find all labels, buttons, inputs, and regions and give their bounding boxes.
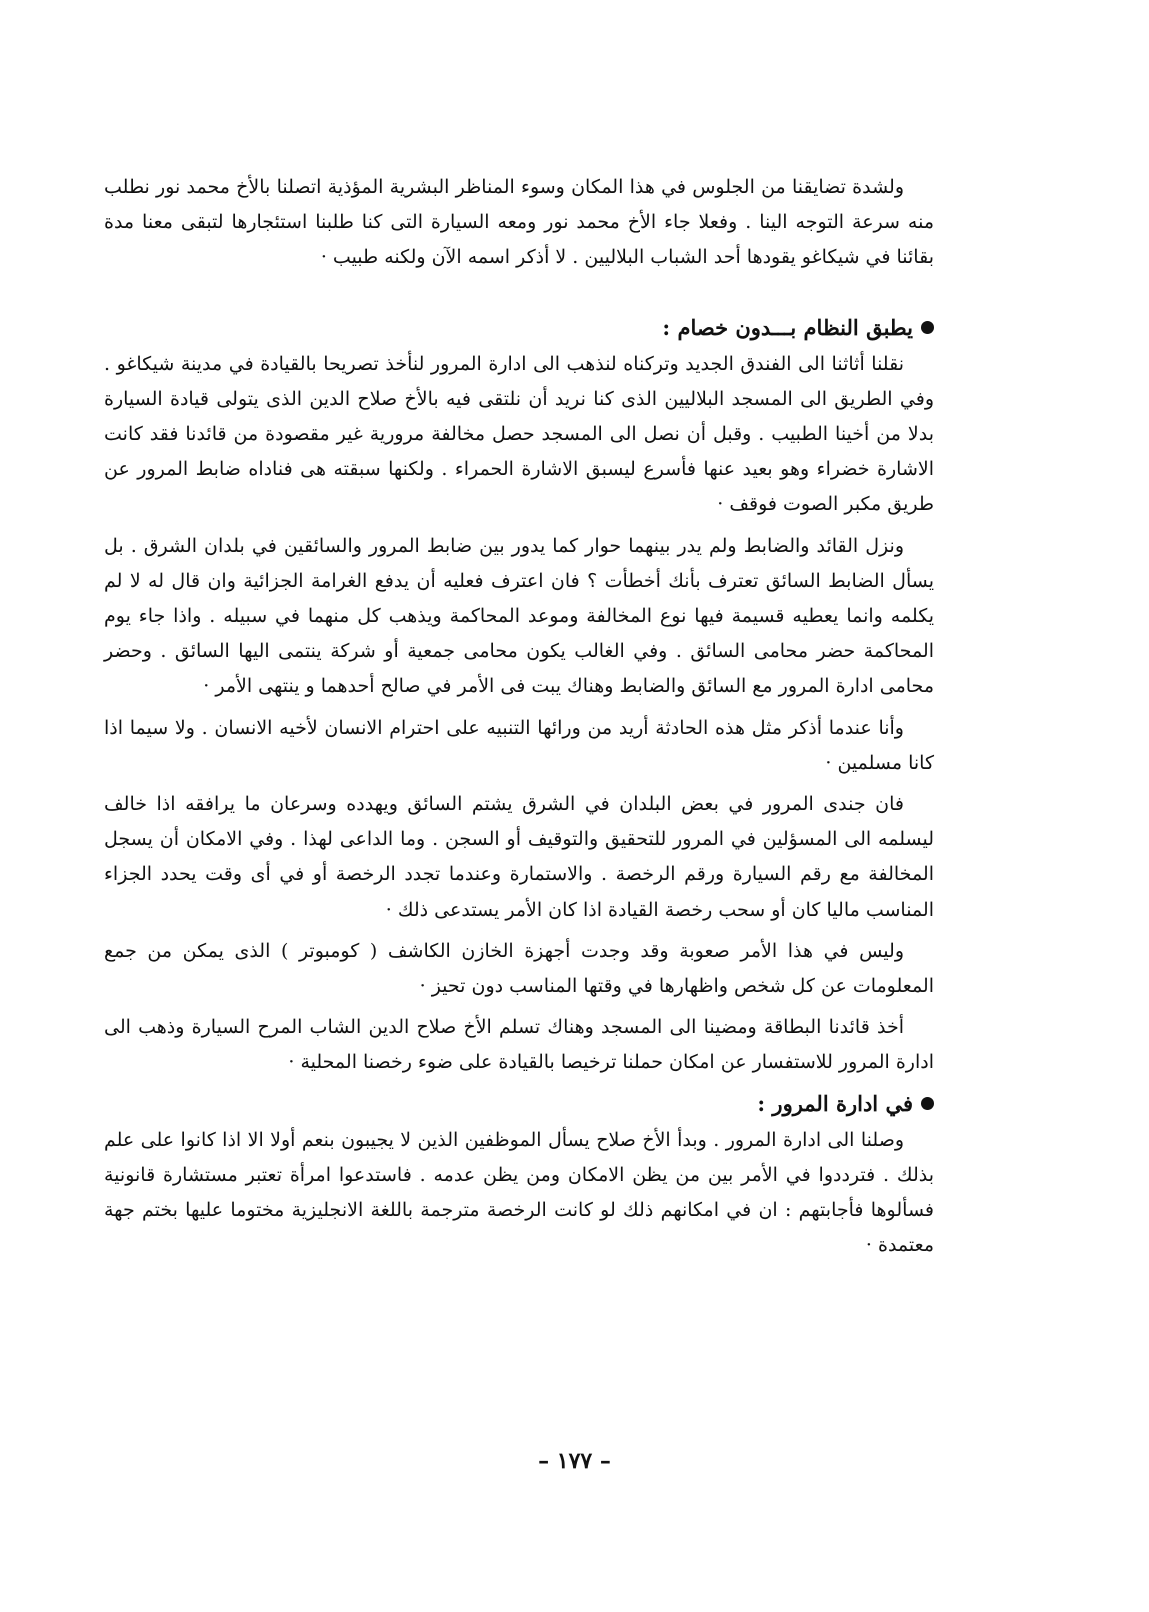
section-heading-traffic-department (104, 1087, 934, 1121)
body-paragraph: نقلنا أثاثنا الى الفندق الجديد وتركناه لنذهب الى ادارة المرور لنأخذ تصريحا بالقيادة في مدينة شيكاغو . وفي الطريق الى المسجد البلاليين الذى كنا نريد أن نلتقى فيه بالأخ صلاح الدين الذى يتولى قيادة السيارة بدلا من أخينا الطبيب . وقبل أن نصل الى المسجد حصل مخالفة مرورية غير مقصودة من قائدنا فقد كانت الاشارة خضراء وهو بعيد عنها فأسرع ليسبق الاشارة الحمراء . ولكنها سبقته هى فناداه ضابط المرور عن طريق مكبر الصوت فوقف · (104, 352, 934, 516)
section-heading-text: في ادارة المرور : (757, 1090, 913, 1116)
section-heading-text: يطبق النظام بـــدون خصام : (662, 314, 913, 340)
body-paragraph: وليس في هذا الأمر صعوبة وقد وجدت أجهزة الخازن الكاشف ( كومبوتر ) الذى يمكن من جمع المعلومات عن كل شخص واظهارها في وقتها المناسب دون تحيز · (104, 939, 934, 998)
body-paragraph: فان جندى المرور في بعض البلدان في الشرق يشتم السائق ويهدده وسرعان ما يرافقه اذا خالف ليسلمه الى المسؤلين في المرور للتحقيق والتوقيف أو السجن . وما الداعى لهذا . وفي الامكان أن يسجل المخالفة مع رقم السيارة ورقم الرخصة . والاستمارة وعندما تجدد الرخصة أو في أى وقت يحدد الجزاء المناسب ماليا كان أو سحب رخصة القيادة اذا كان الأمر يستدعى ذلك · (104, 793, 934, 921)
body-paragraph: وأنا عندما أذكر مثل هذه الحادثة أريد من ورائها التنبيه على احترام الانسان لأخيه الانسان . ولا سيما اذا كانا مسلمين · (104, 716, 934, 774)
intro-paragraph: ولشدة تضايقنا من الجلوس في هذا المكان وسوء المناظر البشرية المؤذية اتصلنا بالأخ محمد نور نطلب منه سرعة التوجه الينا . وفعلا جاء الأخ محمد نور ومعه السيارة التى كنا طلبنا استئجارها لتبقى معنا مدة بقائنا في شيكاغو يقودها أحد الشباب البلاليين . لا أذكر اسمه الآن ولكنه طبيب · (104, 176, 934, 269)
page-body (104, 170, 934, 1263)
body-paragraph: ونزل القائد والضابط ولم يدر بينهما حوار كما يدور بين ضابط المرور والسائقين في بلدان الشرق . بل يسأل الضابط السائق تعترف بأنك أخطأت ؟ فان اعترف فعليه أن يدفع الغرامة الجزائية وان قال له لا لم يكلمه وانما يعطيه قسيمة فيها نوع المخالفة وموعد المحاكمة ويذهب كل منهما في سبيله . واذا جاء يوم المحاكمة حضر محامى السائق . وفي الغالب يكون محامى جمعية أو شركة ينتمى اليها السائق . وحضر محامى ادارة المرور مع السائق والضابط وهناك يبت فى الأمر في صالح أحدهما و ينتهى الأمر · (104, 534, 934, 698)
page-number: – ١٧٧ – (538, 1448, 611, 1474)
body-paragraph: أخذ قائدنا البطاقة ومضينا الى المسجد وهناك تسلم الأخ صلاح الدين الشاب المرح السيارة وذهب الى ادارة المرور للاستفسار عن امكان حملنا ترخيصا بالقيادة على ضوء رخصنا المحلية · (104, 1016, 934, 1074)
section-heading-system (104, 311, 934, 345)
body-paragraph: وصلنا الى ادارة المرور . وبدأ الأخ صلاح يسأل الموظفين الذين لا يجيبون بنعم أولا الا اذا كانوا على علم بذلك . فترددوا في الأمر بين من يظن الامكان ومن يظن عدمه . فاستدعوا امرأة تعتبر مستشارة قانونية فسألوها فأجابتهم : ان في امكانهم ذلك لو كانت الرخصة مترجمة باللغة الانجليزية مختوما عليها بختم جهة معتمدة · (104, 1128, 934, 1257)
bullet-icon (921, 321, 934, 334)
bullet-icon (921, 1097, 934, 1110)
